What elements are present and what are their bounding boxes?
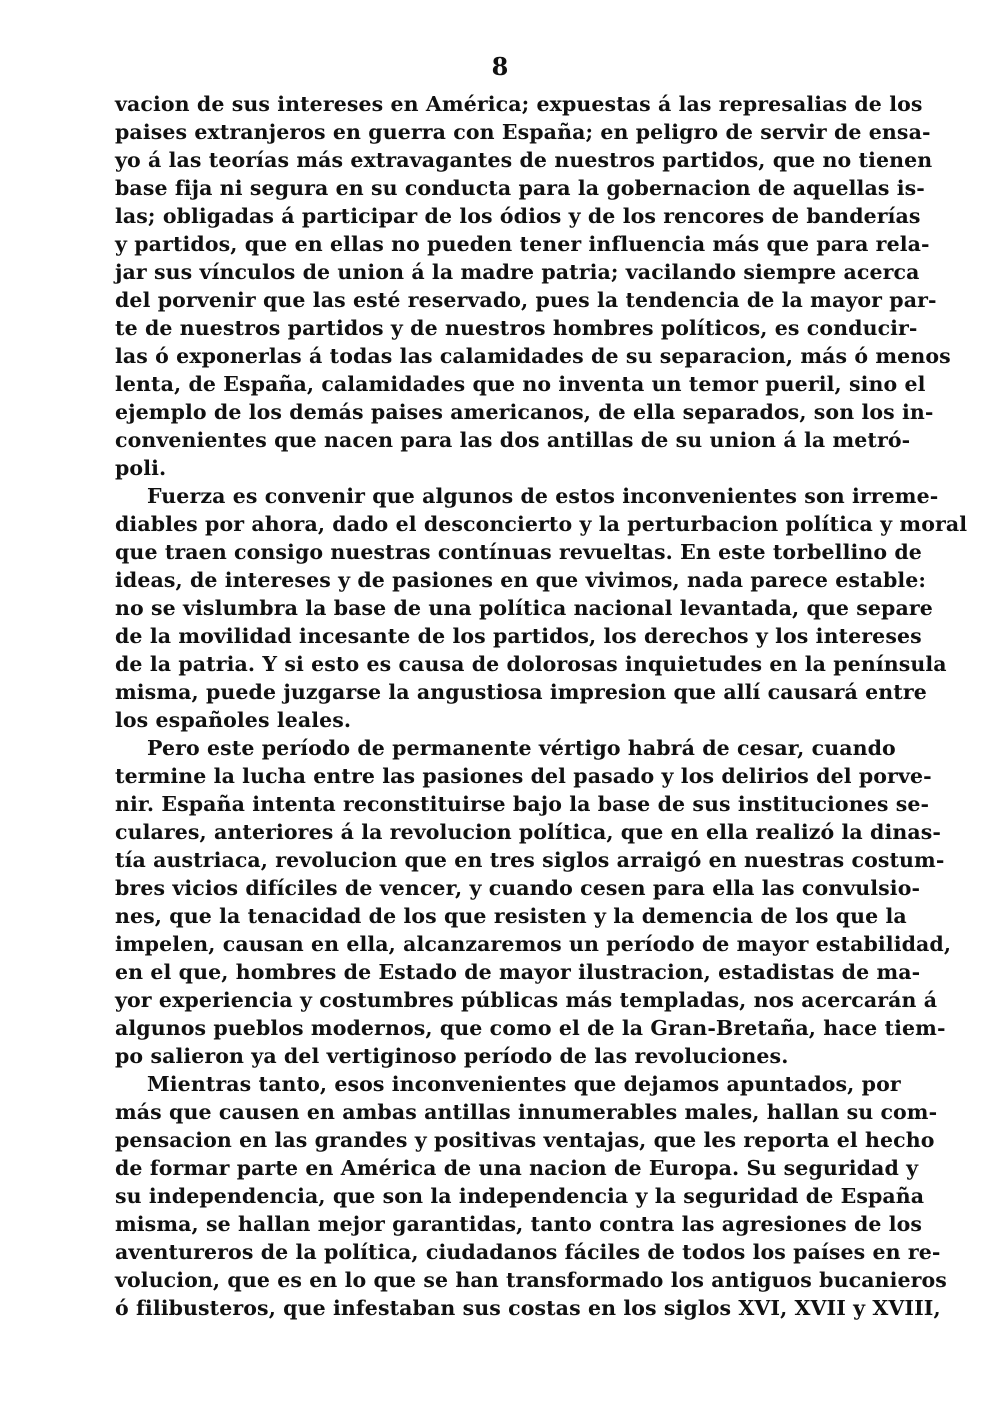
text-line: tía austriaca, revolucion que en tres siglos arraigó en nuestras costum- — [115, 848, 945, 872]
text-line: en el que, hombres de Estado de mayor ilustracion, estadistas de ma- — [115, 960, 921, 984]
text-line: termine la lucha entre las pasiones del pasado y los delirios del porve- — [115, 764, 932, 788]
text-line: ejemplo de los demás paises americanos, de ella separados, son los in- — [115, 400, 934, 424]
text-line: vacion de sus intereses en América; expuestas á las represalias de los — [115, 92, 923, 116]
text-line: convenientes que nacen para las dos antillas de su union á la metró- — [115, 428, 911, 452]
text-line: Fuerza es convenir que algunos de estos inconvenientes son irreme- — [147, 484, 939, 508]
text-line: paises extranjeros en guerra con España; en peligro de servir de ensa- — [115, 120, 931, 144]
text-line: poli. — [115, 456, 167, 480]
text-line: nes, que la tenacidad de los que resisten y la demencia de los que la — [115, 904, 907, 928]
text-line: su independencia, que son la independencia y la seguridad de España — [115, 1184, 925, 1208]
text-line: base fija ni segura en su conducta para la gobernacion de aquellas is- — [115, 176, 925, 200]
text-line: Pero este período de permanente vértigo habrá de cesar, cuando — [147, 736, 896, 760]
text-line: volucion, que es en lo que se han transformado los antiguos bucanieros — [115, 1268, 947, 1292]
text-line: yo á las teorías más extravagantes de nuestros partidos, que no tienen — [115, 148, 933, 172]
text-line: de formar parte en América de una nacion de Europa. Su seguridad y — [115, 1156, 919, 1180]
text-line: te de nuestros partidos y de nuestros hombres políticos, es conducir- — [115, 316, 918, 340]
paragraph — [115, 482, 968, 734]
text-line: las; obligadas á participar de los ódios y de los rencores de banderías — [115, 204, 921, 228]
text-line: que traen consigo nuestras contínuas revueltas. En este torbellino de — [115, 540, 922, 564]
text-line: de la patria. Y si esto es causa de dolorosas inquietudes en la península — [115, 652, 947, 676]
text-line: bres vicios difíciles de vencer, y cuando cesen para ella las convulsio- — [115, 876, 921, 900]
text-line: misma, puede juzgarse la angustiosa impresion que allí causará entre — [115, 680, 927, 704]
text-line: impelen, causan en ella, alcanzaremos un período de mayor estabilidad, — [115, 932, 952, 956]
text-line: Mientras tanto, esos inconvenientes que dejamos apuntados, por — [147, 1072, 901, 1096]
text-line: yor experiencia y costumbres públicas más templadas, nos acercarán á — [115, 988, 938, 1012]
text-line: los españoles leales. — [115, 708, 352, 732]
text-line: jar sus vínculos de union á la madre patria; vacilando siempre acerca — [115, 260, 920, 284]
text-line: ideas, de intereses y de pasiones en que vivimos, nada parece estable: — [115, 568, 927, 592]
text-line: no se vislumbra la base de una política nacional levantada, que separe — [115, 596, 933, 620]
text-line: de la movilidad incesante de los partidos, los derechos y los intereses — [115, 624, 922, 648]
text-line: diables por ahora, dado el desconcierto y la perturbacion política y moral — [115, 512, 968, 536]
text-line: pensacion en las grandes y positivas ventajas, que les reporta el hecho — [115, 1128, 935, 1152]
text-line: las ó exponerlas á todas las calamidades de su separacion, más ó menos — [115, 344, 951, 368]
paragraph — [115, 734, 952, 1070]
text-line: lenta, de España, calamidades que no inventa un temor pueril, sino el — [115, 372, 926, 396]
text-line: más que causen en ambas antillas innumerables males, hallan su com- — [115, 1100, 938, 1124]
paragraph — [115, 1070, 947, 1322]
text-line: del porvenir que las esté reservado, pues la tendencia de la mayor par- — [115, 288, 937, 312]
paragraph — [115, 90, 951, 482]
text-line: algunos pueblos modernos, que como el de la Gran-Bretaña, hace tiem- — [115, 1016, 946, 1040]
page-number: 8 — [491, 52, 509, 81]
text-line: aventureros de la política, ciudadanos fáciles de todos los países en re- — [115, 1240, 941, 1264]
text-line: ó filibusteros, que infestaban sus costas en los siglos XVI, XVII y XVIII, — [115, 1296, 941, 1320]
text-line: po salieron ya del vertiginoso período de las revoluciones. — [115, 1044, 789, 1068]
text-line: y partidos, que en ellas no pueden tener influencia más que para rela- — [115, 232, 930, 256]
text-line: nir. España intenta reconstituirse bajo la base de sus instituciones se- — [115, 792, 930, 816]
text-line: misma, se hallan mejor garantidas, tanto contra las agresiones de los — [115, 1212, 923, 1236]
body-text — [115, 90, 968, 1322]
text-line: culares, anteriores á la revolucion política, que en ella realizó la dinas- — [115, 820, 941, 844]
